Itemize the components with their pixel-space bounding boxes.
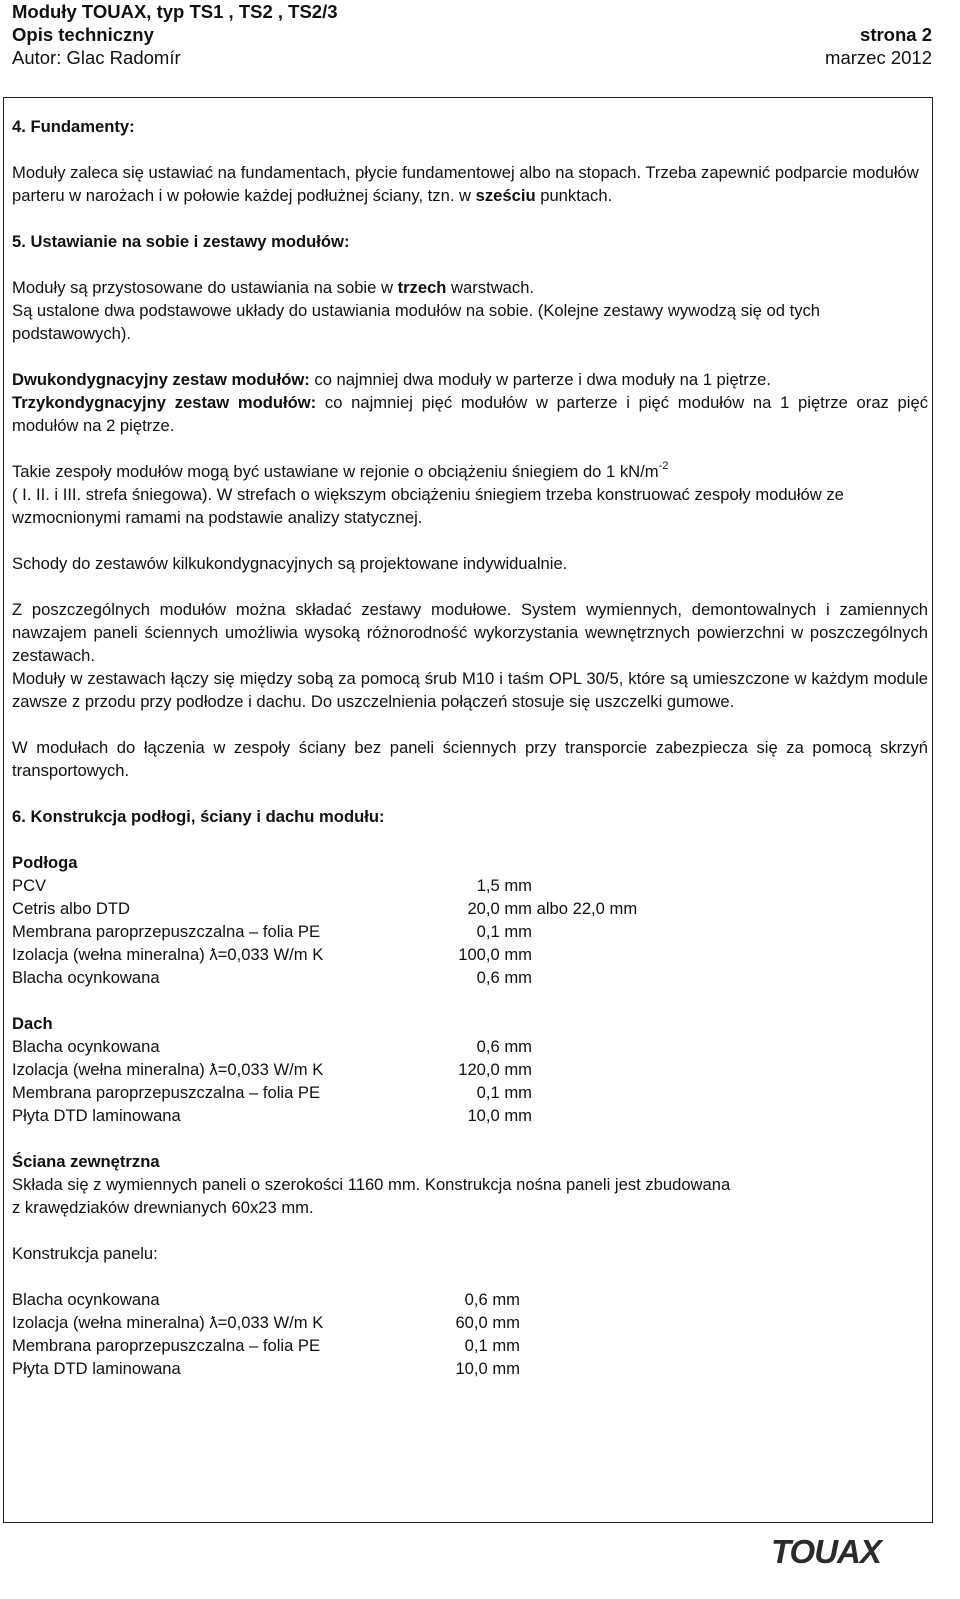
section-4-heading: 4. Fundamenty: [12, 117, 135, 136]
document-body [12, 115, 928, 1380]
layer-value: 10,0 mm [455, 1359, 520, 1378]
layer-name: Izolacja (wełna mineralna) ƛ=0,033 W/m K [12, 1313, 324, 1332]
section-5-heading: 5. Ustawianie na sobie i zestawy modułów: [12, 232, 350, 251]
layer-value: 0,1 mm [476, 922, 532, 941]
page-header [12, 0, 932, 69]
layer-value: 60,0 mm [455, 1313, 520, 1332]
layer-value: 0,6 mm [476, 1037, 532, 1056]
floor-title: Podłoga [12, 853, 78, 872]
layer-value: 20,0 mm [467, 899, 532, 918]
wall-title: Ściana zewnętrzna [12, 1152, 160, 1171]
panel-layers [12, 1288, 928, 1380]
section-6-heading: 6. Konstrukcja podłogi, ściany i dachu modułu: [12, 807, 385, 826]
section-5-p9: W modułach do łączenia w zespoły ściany bez paneli ściennych przy transporcie zabezpiecza się za pomocą skrzyń transportowych. [12, 738, 928, 780]
layer-name: Płyta DTD laminowana [12, 1106, 181, 1125]
layer-value: 1,5 mm [476, 876, 532, 895]
layer-name: Izolacja (wełna mineralna) ƛ=0,033 W/m K [12, 945, 324, 964]
layer-name: Membrana paroprzepuszczalna – folia PE [12, 922, 321, 941]
roof-layers [12, 1035, 928, 1127]
section-5-p3: Dwukondygnacyjny zestaw modułów: co najmniej dwa moduły w parterze i dwa moduły na 1 piętrze. [12, 370, 771, 389]
section-5-p1: Moduły są przystosowane do ustawiania na sobie w trzech warstwach. [12, 278, 535, 297]
layer-value: 0,6 mm [476, 968, 532, 987]
layer-name: Płyta DTD laminowana [12, 1359, 181, 1378]
section-5-p5: Takie zespoły modułów mogą być ustawiane w rejonie o obciążeniu śniegiem do 1 $kN/m^{-2}$ [12, 460, 669, 481]
doc-title: Moduły TOUAX, typ TS1 , TS2 , TS2/3 [12, 1, 338, 22]
layer-name: PCV [12, 876, 47, 895]
layer-value-extra: albo 22,0 mm [532, 899, 638, 918]
doc-subtitle: Opis techniczny [12, 24, 154, 45]
floor-layers [12, 874, 928, 989]
layer-value: 0,1 mm [476, 1083, 532, 1102]
panel-title: Konstrukcja panelu: [12, 1244, 158, 1263]
section-5-p4: Trzykondygnacyjny zestaw modułów: co najmniej pięć modułów w parterze i pięć modułów na 1 piętrze oraz pięć modułów na 2 piętrze. [12, 393, 928, 435]
doc-author: Autor: Glac Radomír [12, 47, 181, 68]
layer-value: 10,0 mm [467, 1106, 532, 1125]
wall-text-1: Składa się z wymiennych paneli o szerokości 1160 mm. Konstrukcja nośna paneli jest zbudowana [12, 1175, 731, 1194]
layer-name: Blacha ocynkowana [12, 1290, 160, 1309]
layer-name: Blacha ocynkowana [12, 968, 160, 987]
section-5-p6: Schody do zestawów kilkukondygnacyjnych są projektowane indywidualnie. [12, 554, 568, 573]
wall-text-2: z krawędziaków drewnianych 60x23 mm. [12, 1198, 314, 1217]
section-5-p7: Z poszczególnych modułów można składać zestawy modułowe. System wymiennych, demontowalnych i zamiennych nawzajem paneli ściennych umożliwia wysoką różnorodność wykorzystania wewnętrznych powierzchni w poszczególnych zestawach. [12, 600, 928, 665]
layer-value: 0,6 mm [464, 1290, 520, 1309]
layer-name: Membrana paroprzepuszczalna – folia PE [12, 1083, 321, 1102]
touax-logo-text: TOUAX [771, 1535, 881, 1565]
layer-value: 100,0 mm [458, 945, 532, 964]
doc-date: marzec 2012 [825, 47, 932, 68]
layer-name: Cetris albo DTD [12, 899, 131, 918]
layer-value: 120,0 mm [458, 1060, 532, 1079]
section-5-p5b: ( I. II. i III. strefa śniegowa). W strefach o większym obciążeniu śniegiem trzeba konstruować zespoły modułów ze wzmocnionymi ramami na podstawie analizy statycznej. [12, 485, 844, 527]
section-5-p8: Moduły w zestawach łączy się między sobą za pomocą śrub M10 i taśm OPL 30/5, które są umieszczone w każdym module zawsze z przodu przy podłodze i dachu. Do uszczelnienia połączeń stosuje się uszczelki gumowe. [12, 669, 928, 711]
layer-name: Izolacja (wełna mineralna) ƛ=0,033 W/m K [12, 1060, 324, 1079]
section-5-p2: Są ustalone dwa podstawowe układy do ustawiania modułów na sobie. (Kolejne zestawy wywodzą się od tych podstawowych). [12, 301, 821, 343]
roof-title: Dach [12, 1014, 53, 1033]
touax-logo [771, 1535, 931, 1565]
layer-name: Membrana paroprzepuszczalna – folia PE [12, 1336, 321, 1355]
layer-value: 0,1 mm [464, 1336, 520, 1355]
section-4-paragraph: Moduły zaleca się ustawiać na fundamentach, płycie fundamentowej albo na stopach. Trzeba zapewnić podparcie modułów parteru w narożach i w połowie każdej podłużnej ściany, tzn. w sześciu punktach. [12, 163, 919, 205]
layer-name: Blacha ocynkowana [12, 1037, 160, 1056]
page-number: strona 2 [860, 24, 932, 45]
